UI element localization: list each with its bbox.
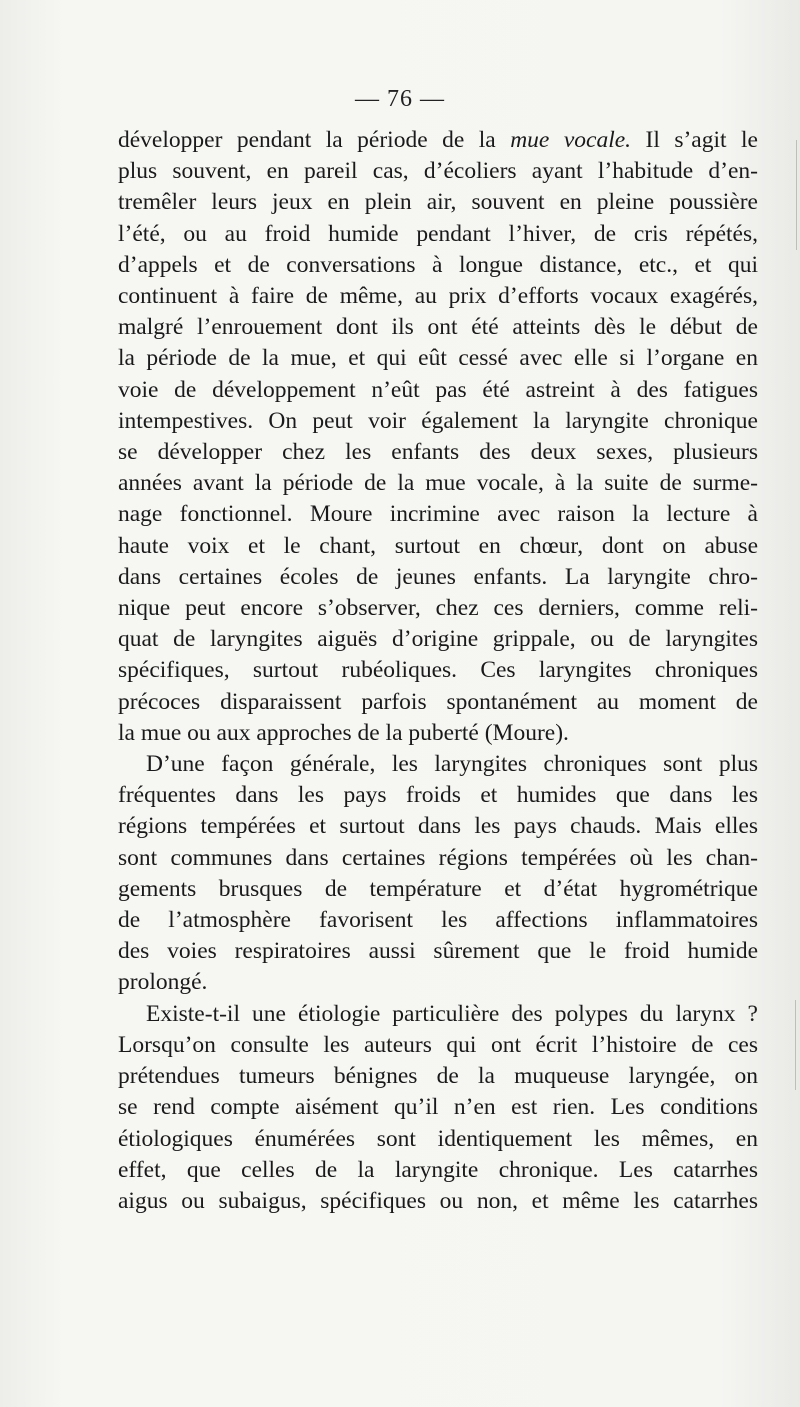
text-line: tremêler leurs jeux en plein air, souvent en pleine poussière xyxy=(118,189,758,216)
text-line-start: développer pendant la période de la xyxy=(118,127,511,153)
text-line: de l’atmosphère favorisent les affections inflammatoires xyxy=(118,907,758,934)
text-line: régions tempérées et surtout dans les pays chauds. Mais elles xyxy=(118,813,758,840)
text-line: étiologiques énumérées sont identiquement les mêmes, en xyxy=(118,1125,758,1152)
text-line: malgré l’enrouement dont ils ont été atteints dès le début de xyxy=(118,314,758,341)
text-line: spécifiques, surtout rubéoliques. Ces laryngites chroniques xyxy=(118,657,758,684)
text-line: plus souvent, en pareil cas, d’écoliers ayant l’habitude d’en- xyxy=(118,158,758,185)
text-line: aigus ou subaigus, spécifiques ou non, et même les catarrhes xyxy=(118,1187,758,1214)
text-line: se développer chez les enfants des deux sexes, plusieurs xyxy=(118,439,758,466)
text-line: précoces disparaissent parfois spontanément au moment de xyxy=(118,688,758,715)
text-line: prolongé. xyxy=(118,969,208,996)
text-line: prétendues tumeurs bénignes de la muqueuse laryngée, on xyxy=(118,1063,758,1090)
text-line: sont communes dans certaines régions tempérées où les chan- xyxy=(118,844,758,871)
italic-phrase: mue vocale. xyxy=(510,127,632,153)
text-line: des voies respiratoires aussi sûrement que le froid humide xyxy=(118,938,758,965)
text-line: continuent à faire de même, au prix d’efforts vocaux exagérés, xyxy=(118,283,758,310)
page-edge-mark xyxy=(795,1000,796,1090)
text-line: nage fonctionnel. Moure incrimine avec raison la lecture à xyxy=(118,501,758,528)
text-line: intempestives. On peut voir également la laryngite chronique xyxy=(118,407,758,434)
text-line: Lorsqu’on consulte les auteurs qui ont écrit l’histoire de ces xyxy=(118,1031,758,1058)
text-line: d’appels et de conversations à longue distance, etc., et qui xyxy=(118,251,758,278)
page-edge-mark xyxy=(796,140,797,250)
text-line-end: Il s’agit le xyxy=(631,127,758,153)
text-line: gements brusques de température et d’état hygrométrique xyxy=(118,875,758,902)
paragraph-start-line: Existe-t-il une étiologie particulière des polypes du larynx ? xyxy=(146,1000,758,1027)
text-line: quat de laryngites aiguës d’origine grippale, ou de laryngites xyxy=(118,626,758,653)
text-line: années avant la période de la mue vocale, à la suite de surme- xyxy=(118,470,758,497)
text-line: nique peut encore s’observer, chez ces derniers, comme reli- xyxy=(118,595,758,622)
text-line: haute voix et le chant, surtout en chœur, dont on abuse xyxy=(118,532,758,559)
body-text xyxy=(118,125,758,1217)
text-line: se rend compte aisément qu’il n’en est rien. Les conditions xyxy=(118,1094,758,1121)
text-line: dans certaines écoles de jeunes enfants. La laryngite chro- xyxy=(118,563,758,590)
text-line: fréquentes dans les pays froids et humides que dans les xyxy=(118,782,758,809)
text-line: l’été, ou au froid humide pendant l’hiver, de cris répétés, xyxy=(118,220,758,247)
text-line xyxy=(118,125,758,156)
text-line: la mue ou aux approches de la puberté (Moure). xyxy=(118,719,569,746)
text-line: la période de la mue, et qui eût cessé avec elle si l’organe en xyxy=(118,345,758,372)
text-line: effet, que celles de la laryngite chronique. Les catarrhes xyxy=(118,1156,758,1183)
paragraph-start-line: D’une façon générale, les laryngites chroniques sont plus xyxy=(146,751,758,778)
page-number: — 76 — xyxy=(355,86,445,112)
text-line: voie de développement n’eût pas été astreint à des fatigues xyxy=(118,376,758,403)
